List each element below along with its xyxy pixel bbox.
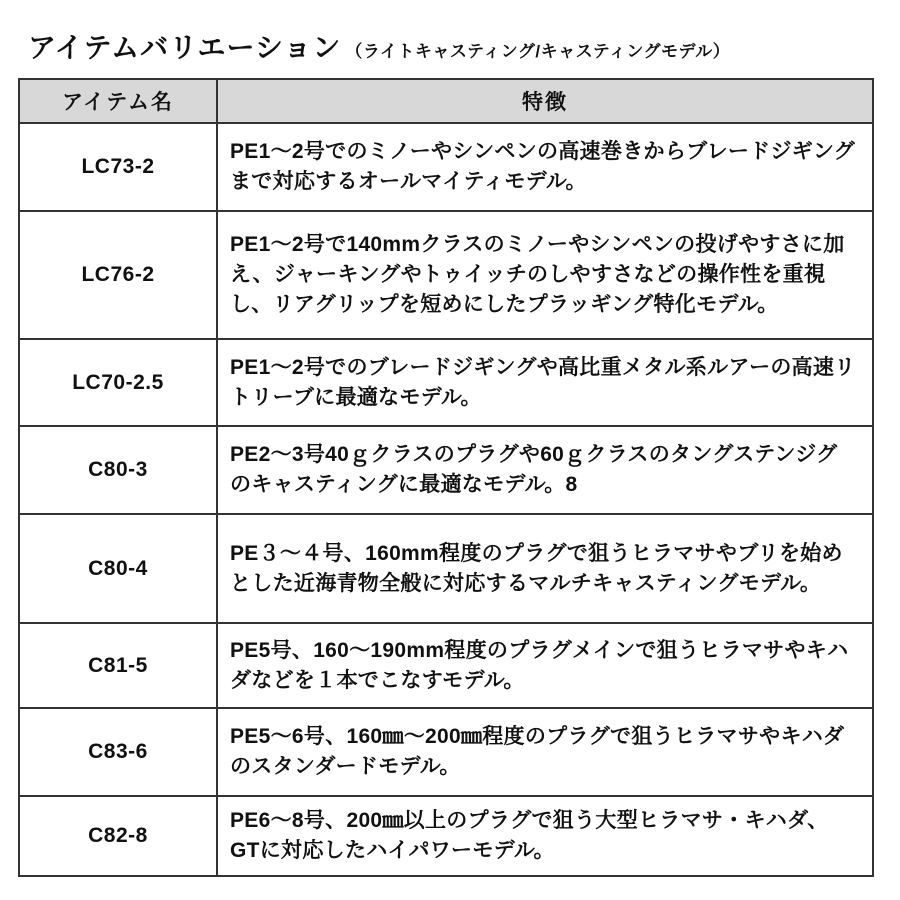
page-title (28, 26, 730, 66)
table-row (19, 623, 873, 708)
page-title-main: アイテムバリエーション (28, 32, 342, 63)
item-name: C81-5 (19, 623, 217, 708)
table-row (19, 123, 873, 211)
table-row (19, 514, 873, 623)
page-title-sub: （ライトキャスティング/キャスティングモデル） (345, 42, 731, 61)
column-header-feature: 特徴 (217, 79, 873, 123)
item-variation-table (18, 78, 874, 877)
item-name: C80-4 (19, 514, 217, 623)
table-header-row (19, 79, 873, 123)
column-header-item-name: アイテム名 (19, 79, 217, 123)
item-feature: PE1〜2号で140mmクラスのミノーやシンペンの投げやすさに加え、ジャーキングやトゥイッチのしやすさなどの操作性を重視し、リアグリップを短めにしたプラッギング特化モデル。 (217, 211, 873, 339)
table-row (19, 708, 873, 796)
item-name: C83-6 (19, 708, 217, 796)
item-feature: PE6〜8号、200㎜以上のプラグで狙う大型ヒラマサ・キハダ、GTに対応したハイパワーモデル。 (217, 796, 873, 876)
table-row (19, 796, 873, 876)
item-name: LC73-2 (19, 123, 217, 211)
item-feature: PE5号、160〜190mm程度のプラグメインで狙うヒラマサやキハダなどを１本でこなすモデル。 (217, 623, 873, 708)
item-name: C80-3 (19, 426, 217, 514)
item-feature: PE３〜４号、160mm程度のプラグで狙うヒラマサやブリを始めとした近海青物全般に対応するマルチキャスティングモデル。 (217, 514, 873, 623)
table-row (19, 426, 873, 514)
table-row (19, 211, 873, 339)
item-feature: PE2〜3号40ｇクラスのプラグや60ｇクラスのタングステンジグのキャスティングに最適なモデル。8 (217, 426, 873, 514)
item-feature: PE1〜2号でのブレードジギングや高比重メタル系ルアーの高速リトリーブに最適なモデル。 (217, 339, 873, 426)
item-name: LC70-2.5 (19, 339, 217, 426)
item-name: C82-8 (19, 796, 217, 876)
item-feature: PE5〜6号、160㎜〜200㎜程度のプラグで狙うヒラマサやキハダのスタンダードモデル。 (217, 708, 873, 796)
item-name: LC76-2 (19, 211, 217, 339)
table-row (19, 339, 873, 426)
item-feature: PE1〜2号でのミノーやシンペンの高速巻きからブレードジギングまで対応するオールマイティモデル。 (217, 123, 873, 211)
